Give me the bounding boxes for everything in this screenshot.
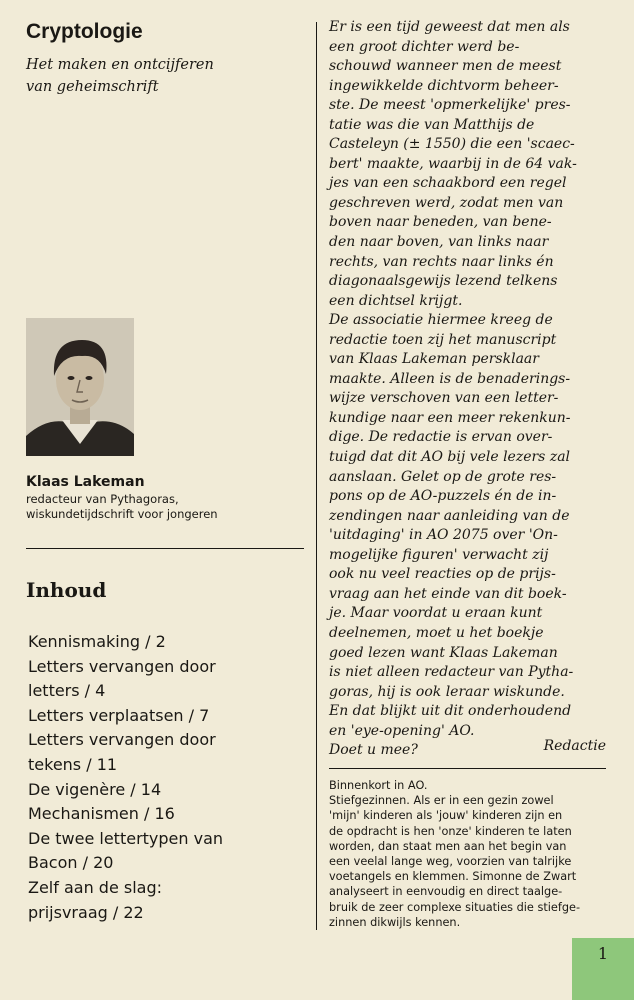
intro-line: rechts, van rechts naar links én (329, 253, 554, 270)
editorial-intro (329, 18, 607, 761)
intro-line: goed lezen want Klaas Lakeman (329, 644, 558, 661)
coming-soon-line: een veelal lange weg, voorzien van talrijke (329, 855, 572, 869)
right-column (329, 18, 607, 761)
toc-heading: Inhoud (26, 578, 107, 602)
author-description-line: wiskundetijdschrift voor jongeren (26, 507, 218, 521)
coming-soon-line: Stiefgezinnen. Als er in een gezin zowel (329, 794, 554, 808)
author-portrait-illustration (26, 318, 134, 456)
intro-line: dige. De redactie is ervan over- (329, 429, 553, 446)
intro-line: De associatie hiermee kreeg de (329, 312, 553, 329)
toc-line: prijsvraag / 22 (28, 902, 144, 922)
intro-line: maakte. Alleen is de benaderings- (329, 370, 571, 387)
section-divider (26, 548, 304, 549)
author-name: Klaas Lakeman (26, 474, 145, 490)
intro-line: mogelijke figuren' verwacht zij (329, 546, 549, 563)
toc-line: De twee lettertypen van (28, 828, 224, 848)
intro-line: Er is een tijd geweest dat men als (329, 19, 570, 35)
toc-line: Kennismaking / 2 (28, 632, 166, 651)
intro-line: jes van een schaakbord een regel (329, 175, 567, 192)
intro-line: tatie was die van Matthijs de (329, 116, 535, 133)
signoff: Redactie (543, 738, 606, 754)
toc-line: Letters verplaatsen / 7 (28, 705, 210, 725)
intro-line: Doet u mee? (329, 742, 418, 759)
intro-line: redactie toen zij het manuscript (329, 331, 557, 348)
toc-line: Letters vervangen door (28, 730, 216, 750)
intro-line: bert' maakte, waarbij in de 64 vak- (329, 155, 577, 172)
intro-line: deelnemen, moet u het boekje (329, 624, 544, 641)
coming-soon-line: worden, dan staat men aan het begin van (329, 839, 567, 853)
toc-line: tekens / 11 (28, 754, 118, 774)
author-description (26, 492, 218, 522)
coming-soon-line: bruik de zeer complexe situaties die stiefge- (329, 900, 581, 914)
intro-line: kundige naar een meer rekenkun- (329, 409, 571, 426)
intro-line: den naar boven, van links naar (329, 234, 549, 251)
coming-soon-line: de opdracht is hen 'onze' kinderen te laten (329, 824, 572, 838)
section-divider (329, 768, 606, 769)
intro-line: 'uitdaging' in AO 2075 over 'On- (329, 527, 558, 544)
book-title: Cryptologie (26, 20, 143, 43)
coming-soon-line: analyseert in eenvoudig en direct taalge- (329, 885, 563, 899)
intro-line: ste. De meest 'opmerkelijke' pres- (329, 97, 571, 114)
author-photo (26, 318, 134, 456)
intro-line: van Klaas Lakeman persklaar (329, 351, 539, 368)
intro-line: geschreven werd, zodat men van (329, 194, 564, 211)
coming-soon-line: zinnen dikwijls kennen. (329, 915, 461, 929)
coming-soon-line: Binnenkort in AO. (329, 779, 428, 792)
coming-soon-note (329, 778, 606, 930)
coming-soon-line: voetangels en klemmen. Simonne de Zwart (329, 870, 577, 884)
intro-line: en 'eye-opening' AO. (329, 722, 475, 739)
intro-line: ingewikkelde dichtvorm beheer- (329, 77, 559, 94)
coming-soon-line: 'mijn' kinderen als 'jouw' kinderen zijn en (329, 809, 563, 823)
intro-line: zendingen naar aanleiding van de (329, 507, 570, 524)
intro-line: diagonaalsgewijs lezend telkens (329, 273, 558, 290)
intro-line: boven naar beneden, van bene- (329, 214, 552, 231)
intro-line: vraag aan het einde van dit boek- (329, 585, 567, 602)
column-divider (316, 22, 317, 930)
intro-line: ook nu veel reacties op de prijs- (329, 566, 556, 583)
toc-line: Bacon / 20 (28, 853, 114, 873)
intro-line: wijze verschoven van een letter- (329, 390, 559, 407)
toc-line: letters / 4 (28, 681, 106, 701)
intro-line: een dichtsel krijgt. (329, 292, 463, 309)
table-of-contents (28, 630, 308, 925)
intro-line: Casteleyn (± 1550) die een 'scaec- (329, 136, 575, 153)
toc-line: Zelf aan de slag: (28, 877, 163, 897)
subtitle-line: van geheimschrift (26, 79, 159, 95)
intro-line: goras, hij is ook leraar wiskunde. (329, 683, 565, 700)
toc-line: Letters vervangen door (28, 656, 216, 676)
book-subtitle (26, 54, 308, 98)
intro-line: is niet alleen redacteur van Pytha- (329, 664, 574, 681)
intro-line: pons op de AO-puzzels én de in- (329, 488, 557, 505)
page-number: 1 (597, 944, 608, 963)
toc-line: Mechanismen / 16 (28, 804, 175, 824)
subtitle-line: Het maken en ontcijferen (26, 57, 214, 73)
toc-line: De vigenère / 14 (28, 779, 162, 799)
intro-line: een groot dichter werd be- (329, 38, 520, 55)
intro-line: je. Maar voordat u eraan kunt (329, 605, 543, 622)
intro-line: schouwd wanneer men de meest (329, 58, 562, 75)
left-column (26, 18, 308, 98)
author-description-line: redacteur van Pythagoras, (26, 492, 179, 506)
intro-line: tuigd dat dit AO bij vele lezers zal (329, 449, 571, 466)
intro-line: aanslaan. Gelet op de grote res- (329, 468, 557, 485)
intro-line: En dat blijkt uit dit onderhoudend (329, 703, 572, 720)
